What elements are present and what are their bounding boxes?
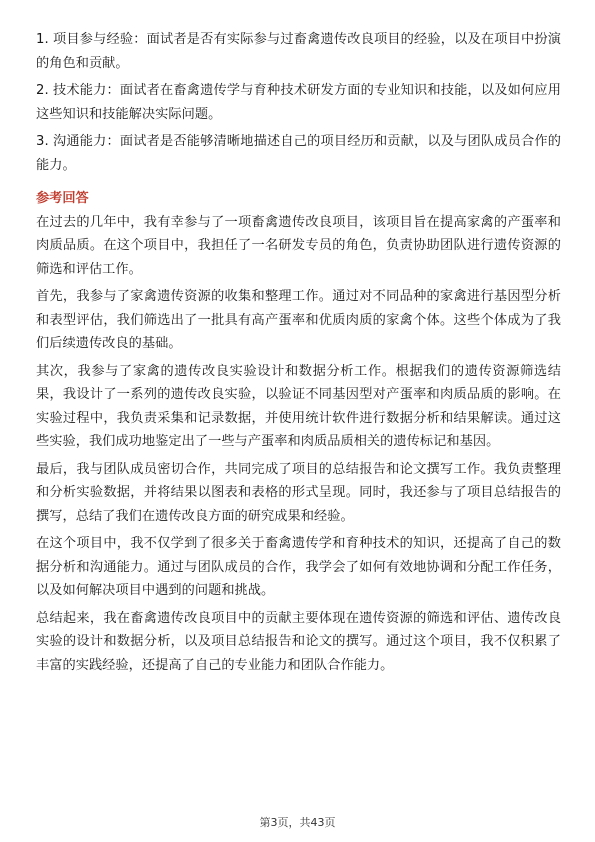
page-number-footer: 第3页，共43页: [259, 816, 336, 829]
page-content: [36, 28, 561, 681]
answer-paragraph-learning: 在这个项目中，我不仅学到了很多关于畜禽遗传学和育种技术的知识，还提高了自己的数据分析和沟通能力。通过与团队成员的合作，我学会了如何有效地协调和分配工作任务，以及如何解决项目中遇到的问题和挑战。: [36, 536, 561, 598]
answer-paragraph-second: 其次，我参与了家禽的遗传改良实验设计和数据分析工作。根据我们的遗传资源筛选结果，我设计了一系列的遗传改良实验，以验证不同基因型对产蛋率和肉质品质的影响。在实验过程中，我负责采集和记录数据，并使用统计软件进行数据分析和结果解读。通过这些实验，我们成功地鉴定出了一些与产蛋率和肉质品质相关的遗传标记和基因。: [36, 363, 561, 449]
criterion-technical-ability: 2. 技术能力：面试者在畜禽遗传学与育种技术研发方面的专业知识和技能，以及如何应用这些知识和技能解决实际问题。: [36, 83, 561, 122]
answer-paragraph-summary: 总结起来，我在畜禽遗传改良项目中的贡献主要体现在遗传资源的筛选和评估、遗传改良实验的设计和数据分析，以及项目总结报告和论文的撰写。通过这个项目，我不仅积累了丰富的实践经验，还提高了自己的专业能力和团队合作能力。: [36, 610, 561, 673]
answer-paragraph-last: 最后，我与团队成员密切合作，共同完成了项目的总结报告和论文撰写工作。我负责整理和分析实验数据，并将结果以图表和表格的形式呈现。同时，我还参与了项目总结报告的撰写，总结了我们在遗传改良方面的研究成果和经验。: [36, 461, 561, 524]
answer-heading: 参考回答: [36, 191, 89, 206]
reference-answer: [36, 211, 561, 678]
evaluation-criteria-list: [36, 28, 561, 177]
criterion-project-experience: 1. 项目参与经验：面试者是否有实际参与过畜禽遗传改良项目的经验，以及在项目中扮演的角色和贡献。: [36, 32, 561, 71]
answer-paragraph-intro: 在过去的几年中，我有幸参与了一项畜禽遗传改良项目，该项目旨在提高家禽的产蛋率和肉质品质。在这个项目中，我担任了一名研发专员的角色，负责协助团队进行遗传资源的筛选和评估工作。: [36, 214, 561, 277]
criterion-communication: 3. 沟通能力：面试者是否能够清晰地描述自己的项目经历和贡献，以及与团队成员合作的能力。: [36, 134, 561, 173]
answer-paragraph-first: 首先，我参与了家禽遗传资源的收集和整理工作。通过对不同品种的家禽进行基因型分析和表型评估，我们筛选出了一批具有高产蛋率和优质肉质的家禽个体。这些个体成为了我们后续遗传改良的基础。: [36, 289, 561, 351]
